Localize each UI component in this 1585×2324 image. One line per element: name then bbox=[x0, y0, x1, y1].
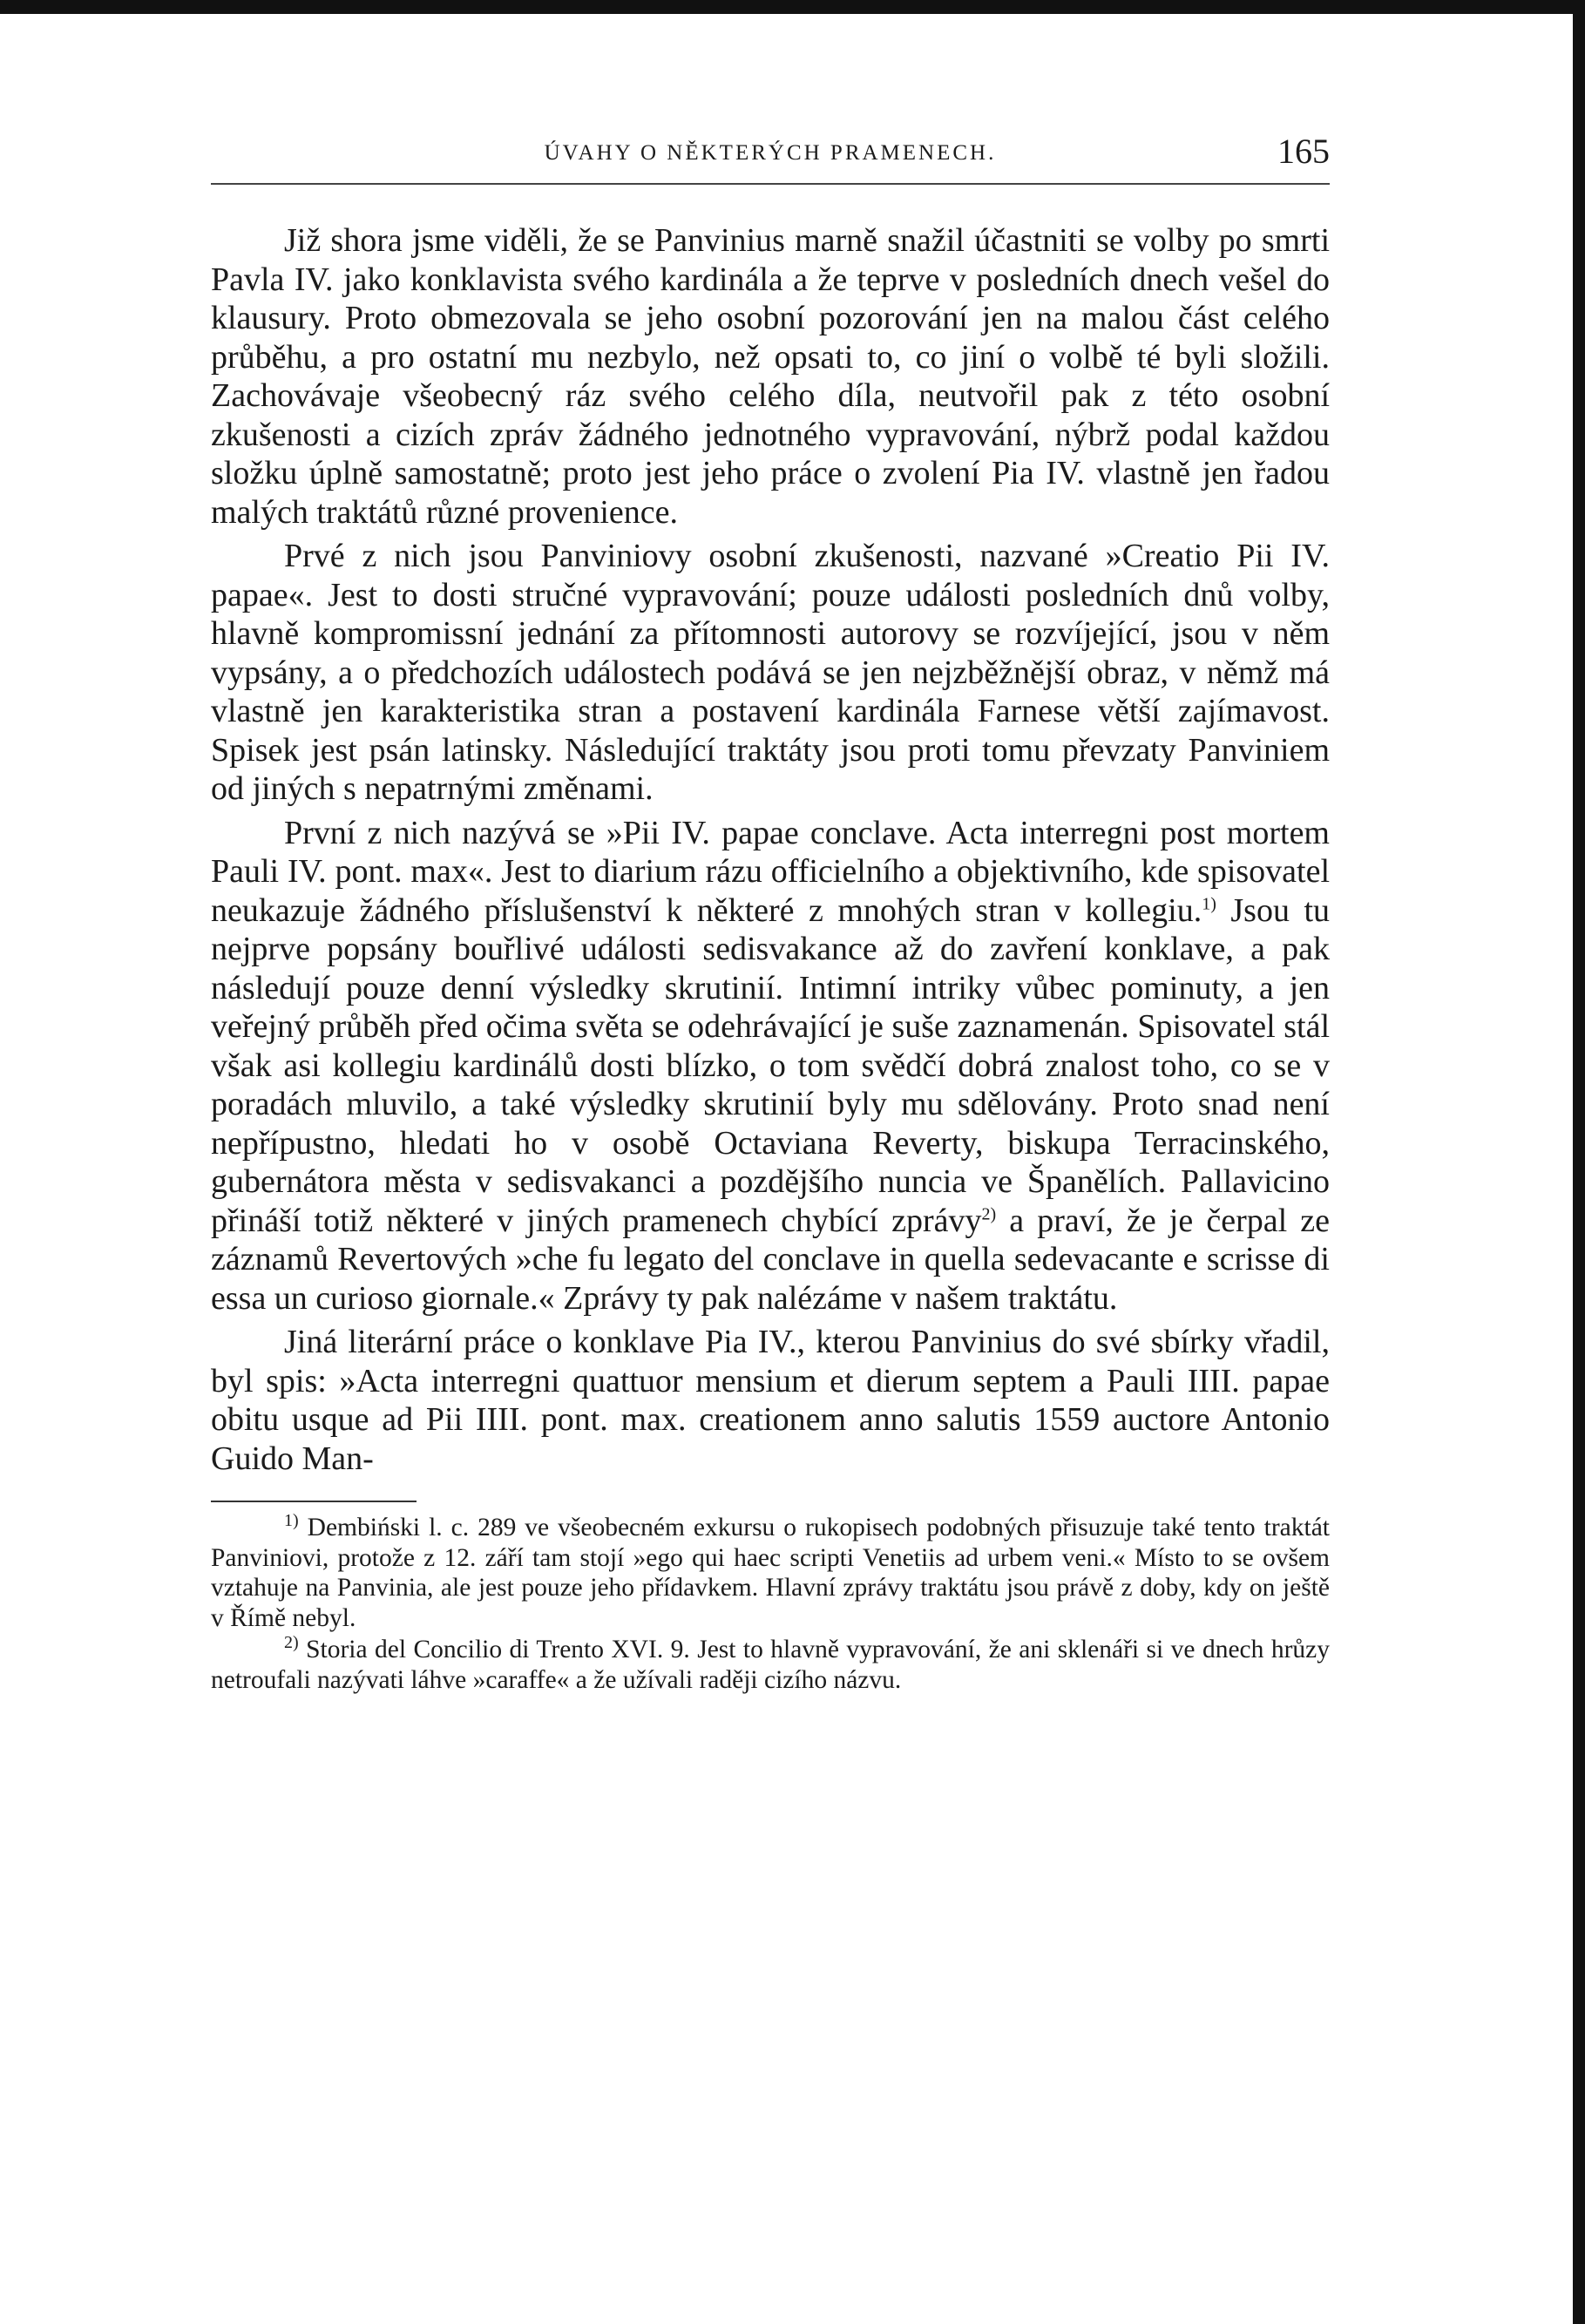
footnote-ref-1[interactable]: 1) bbox=[1202, 893, 1216, 913]
footnote-1-text: Dembiński l. c. 289 ve všeobecném exkursu o rukopisech podobných přisuzuje také tento traktát Panviniovi, protože z 12. září tam stojí »ego qui haec scripti Venetiis ad urbem veni.« Místo to se ovšem vztahuje na Panvinia, ale jest pouze jeho přídavkem. Hlavní zprávy traktátu jsou právě z doby, kdy on ještě v Římě nebyl. bbox=[211, 1514, 1331, 1632]
paragraph-1: Již shora jsme viděli, že se Panvinius marně snažil účastniti se volby po smrti Pavla IV. jako konklavista svého kardinála a že teprve v posledních dnech vešel do klausury. Proto obmezovala se jeho osobní pozorování jen na malou část celého průběhu, a pro ostatní mu nezbylo, než opsati to, co jiní o volbě té byli složili. Zachovávaje všeobecný ráz svého celého díla, neutvořil pak z této osobní zkušenosti a cizích zpráv žádného jednotného vypravování, nýbrž podal každou složku úplně samostatně; proto jest jeho práce o zvolení Pia IV. vlastně jen řadou malých traktátů různé provenience. bbox=[211, 222, 1330, 531]
footnote-1 bbox=[211, 1513, 1330, 1633]
main-text bbox=[211, 221, 1330, 1478]
footnote-ref-2[interactable]: 2) bbox=[981, 1203, 997, 1223]
paragraph-3-text: Jest to diarium rázu officielního a objektivního, kde spisovatel neukazuje žádného příslušenství k některé z mnohých stran v kollegiu. bbox=[211, 853, 1331, 929]
footnotes bbox=[211, 1513, 1330, 1696]
page-number: 165 bbox=[1277, 132, 1330, 171]
footnote-2 bbox=[211, 1635, 1330, 1695]
paragraph-3-lead: První z nich nazývá se »Pii IV. papae conclave. Acta interregni post mortem Pauli IV. pont. max«. bbox=[211, 814, 1330, 890]
footnote-1-marker: 1) bbox=[284, 1511, 299, 1531]
book-page bbox=[211, 129, 1330, 1697]
scan-edge-top bbox=[0, 0, 1585, 14]
footnote-divider bbox=[211, 1501, 417, 1502]
paragraph-3-continued: Jsou tu nejprve popsány bouřlivé události sedisvakance až do zavření konklave, a pak následují pouze denní výsledky skrutinií. Intimní intriky vůbec pominuty, a jen veřejný průběh před očima světa se odehrávající je suše zaznamenán. Spisovatel stál však asi kollegiu kardinálů dosti blízko, o tom svědčí dobrá znalost toho, co se v poradách mluvilo, a také výsledky skrutinií byly mu sdělovány. Proto snad není nepřípustno, hledati ho v osobě Octaviana Reverty, biskupa Terracinského, gubernátora města v sedisvakanci a pozdějšího nuncia ve Španělích. Pallavicino přináší totiž některé v jiných pramenech chybící zprávy bbox=[211, 891, 1331, 1239]
footnote-2-text: Storia del Concilio di Trento XVI. 9. Jest to hlavně vypravování, že ani sklenáři si ve dnech hrůzy netroufali nazývati láhve »caraffe« a že užívali raději cizího názvu. bbox=[211, 1636, 1330, 1694]
running-header bbox=[211, 129, 1330, 185]
running-title: ÚVAHY O NĚKTERÝCH PRAMENECH. bbox=[544, 141, 997, 165]
paragraph-3 bbox=[211, 814, 1330, 1318]
paragraph-4: Jiná literární práce o konklave Pia IV., kterou Panvinius do své sbírky vřadil, byl spis: »Acta interregni quattuor mensium et dierum septem a Pauli IIII. papae obitu usque ad Pii IIII. pont. max. creationem anno salutis 1559 auctore Antonio Guido Man- bbox=[211, 1324, 1330, 1477]
paragraph-3-end: a praví, že je čerpal ze záznamů Revertových »che fu legato del conclave in quella sedevacante e scrisse di essa un curioso giornale.« Zprávy ty pak nalézáme v našem traktátu. bbox=[211, 1202, 1331, 1317]
paragraph-2: Prvé z nich jsou Panviniovy osobní zkušenosti, nazvané »Creatio Pii IV. papae«. Jest to dosti stručné vypravování; pouze události posledních dnů volby, hlavně kompromissní jednání za přítomnosti autorovy se rozvíjející, jsou v něm vypsány, a o předchozích událostech podává se jen nejzběžnější obraz, v němž má vlastně jen karakteristika stran a postavení kardinála Farnese větší zajímavost. Spisek jest psán latinsky. Následující traktáty jsou proti tomu převzaty Panviniem od jiných s nepatrnými změnami. bbox=[211, 538, 1330, 807]
scan-edge-right bbox=[1573, 0, 1585, 2324]
footnote-2-marker: 2) bbox=[284, 1633, 299, 1653]
